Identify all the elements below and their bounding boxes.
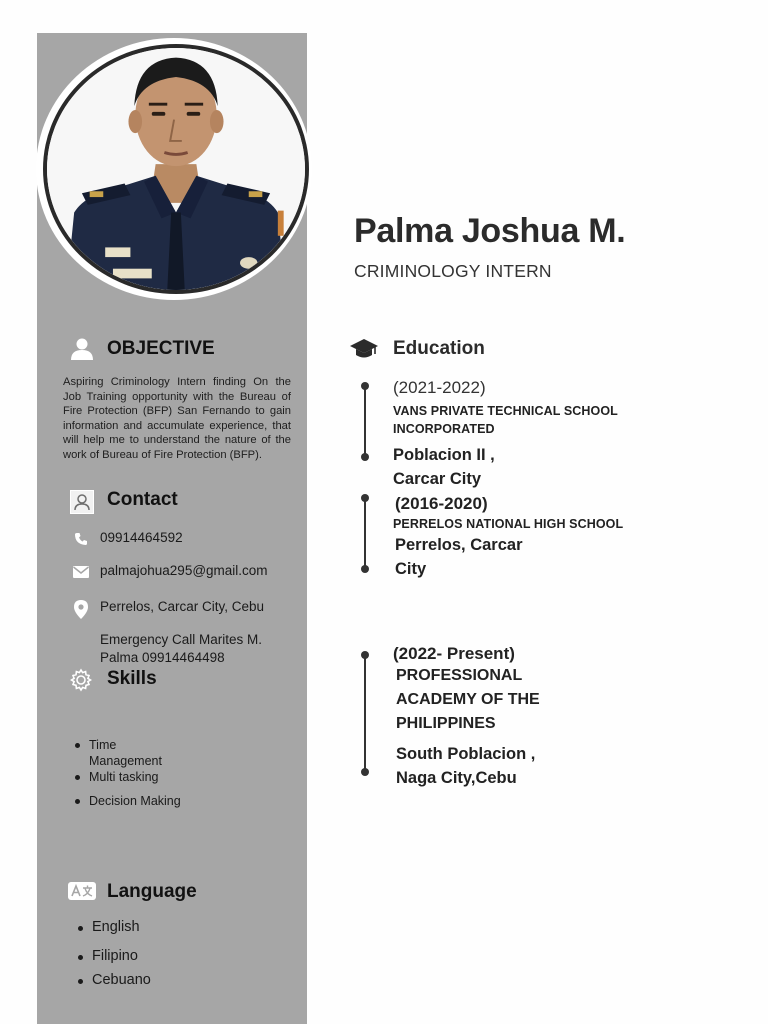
education-school: INCORPORATED xyxy=(393,422,495,436)
contact-card-icon xyxy=(70,490,94,514)
graduation-cap-icon xyxy=(350,338,378,360)
education-school: PROFESSIONAL xyxy=(396,667,523,684)
education-school: VANS PRIVATE TECHNICAL SCHOOL xyxy=(393,404,618,418)
language-item: Filipino xyxy=(76,948,151,964)
person-icon xyxy=(70,338,94,360)
skills-list xyxy=(73,737,181,809)
contact-email[interactable]: palmajohua295@gmail.com xyxy=(100,563,268,578)
education-location: Carcar City xyxy=(393,470,482,488)
language-title: Language xyxy=(107,881,197,902)
gear-icon xyxy=(69,668,93,692)
emergency-contact-line-2: Palma 09914464498 xyxy=(100,650,225,665)
education-years: (2021-2022) xyxy=(393,378,486,397)
language-item: English xyxy=(76,919,151,935)
timeline-dot xyxy=(361,453,369,461)
education-school: PHILIPPINES xyxy=(396,715,496,732)
timeline-dot xyxy=(361,565,369,573)
candidate-role: CRIMINOLOGY INTERN xyxy=(354,261,552,281)
emergency-contact-line-1: Emergency Call Marites M. xyxy=(100,632,263,647)
language-item: Cebuano xyxy=(76,972,151,988)
objective-text: Aspiring Criminology Intern finding On the Job Training opportunity with the Bureau of Fire Protection (BFP) San Fernando to gain information and accumulate experience, that will help me to understand the nature of the work of Bureau of Fire Protection (BFP). xyxy=(63,376,291,461)
location-pin-icon xyxy=(74,600,88,619)
education-location: City xyxy=(395,560,427,578)
education-school: PERRELOS NATIONAL HIGH SCHOOL xyxy=(393,517,624,531)
timeline-line xyxy=(364,655,366,773)
candidate-name: Palma Joshua M. xyxy=(354,212,626,250)
education-title: Education xyxy=(393,338,485,359)
profile-photo xyxy=(43,44,309,294)
mail-icon xyxy=(73,566,89,578)
timeline-dot xyxy=(361,768,369,776)
language-list xyxy=(76,919,151,988)
education-location: Naga City,Cebu xyxy=(396,769,517,787)
skill-item: Time xyxy=(73,737,181,753)
translate-icon xyxy=(68,882,96,902)
contact-phone[interactable]: 09914464592 xyxy=(100,530,183,545)
education-location: South Poblacion , xyxy=(396,745,536,763)
timeline-line xyxy=(364,386,366,458)
education-entry-2 xyxy=(393,494,623,581)
skill-item: Multi tasking xyxy=(73,769,181,785)
education-school: ACADEMY OF THE xyxy=(396,691,540,708)
education-years: (2016-2020) xyxy=(395,494,488,513)
objective-title: OBJECTIVE xyxy=(107,338,215,359)
contact-address: Perrelos, Carcar City, Cebu xyxy=(100,599,265,614)
skills-title: Skills xyxy=(107,668,157,689)
education-years: (2022- Present) xyxy=(393,644,515,663)
education-location: Perrelos, Carcar xyxy=(395,536,523,554)
education-entry-1 xyxy=(393,378,618,491)
timeline-line xyxy=(364,498,366,570)
education-location: Poblacion II , xyxy=(393,446,495,464)
contact-title: Contact xyxy=(107,489,178,510)
education-entry-3 xyxy=(393,644,540,790)
phone-icon xyxy=(74,532,88,546)
skill-item-continued: Management xyxy=(89,754,162,768)
skill-item: Decision Making xyxy=(73,793,181,809)
